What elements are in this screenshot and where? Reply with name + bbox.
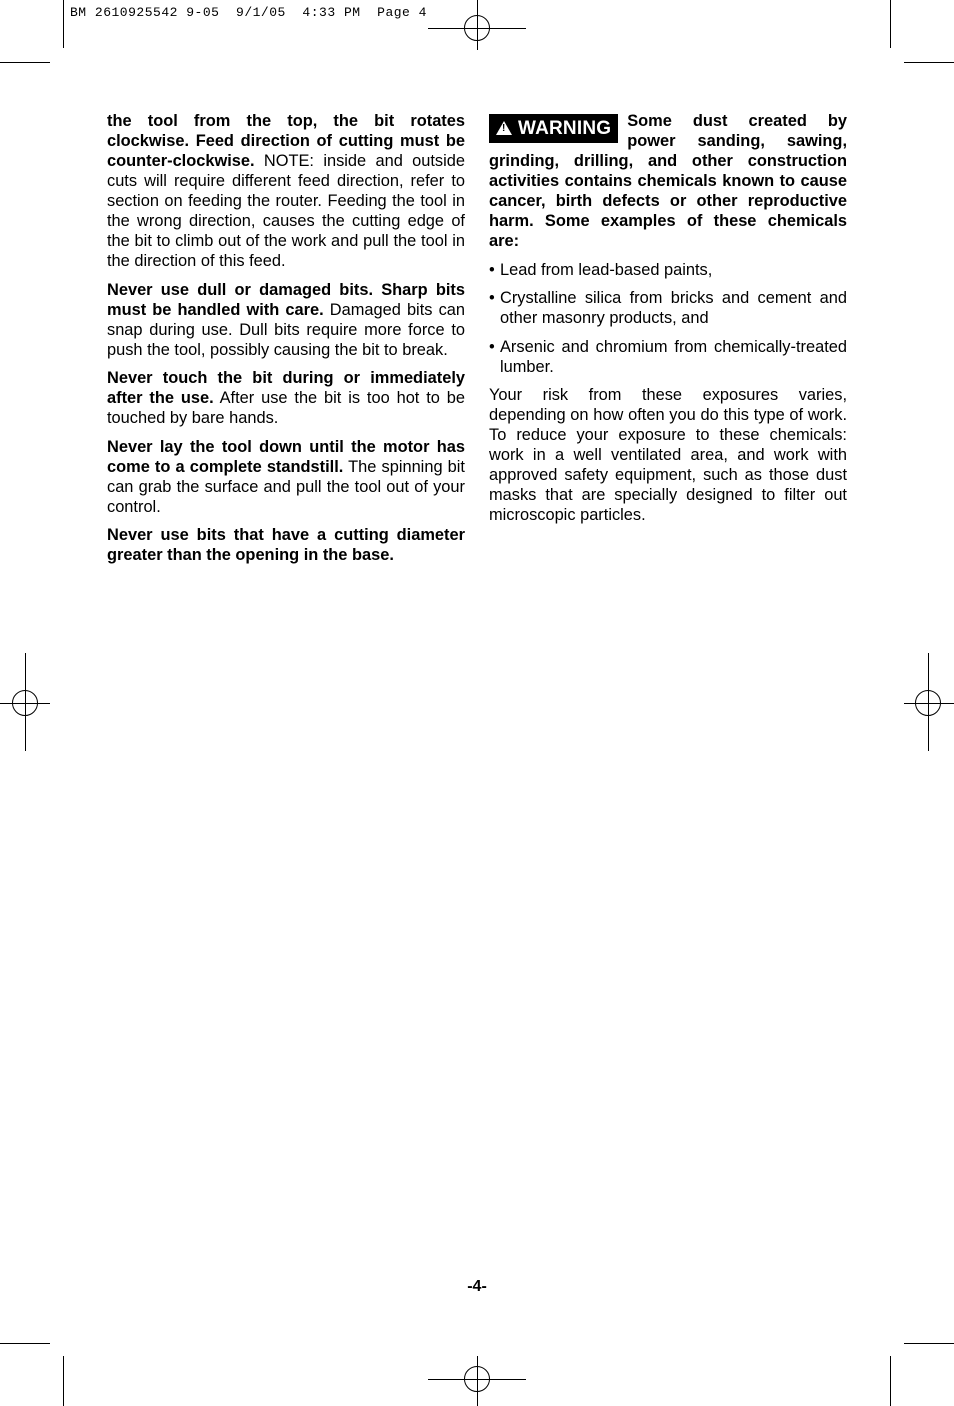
paragraph-body: The spinning bit can grab the surface and pull the tool out of your control. <box>107 457 465 516</box>
warning-badge <box>489 114 618 143</box>
page-number: -4- <box>467 1278 487 1295</box>
crop-mark <box>904 62 954 63</box>
crop-mark <box>0 1343 50 1344</box>
registration-circle <box>464 1366 490 1392</box>
registration-circle <box>464 15 490 41</box>
paragraph-touch-bit <box>107 368 465 428</box>
crop-mark <box>890 0 891 48</box>
print-slug: BM 2610925542 9-05 9/1/05 4:33 PM Page 4 <box>70 5 427 20</box>
paragraph-bold-lead: Never use bits that have a cutting diameter greater than the opening in the base. <box>107 526 465 564</box>
warning-paragraph <box>489 111 847 251</box>
registration-circle <box>12 690 38 716</box>
crop-mark <box>63 0 64 48</box>
right-column <box>489 111 847 534</box>
crop-mark <box>890 1356 891 1406</box>
paragraph-bold-lead: Never touch the bit during or immediately after the use. <box>107 369 465 407</box>
chemical-list <box>489 260 847 377</box>
left-column <box>107 111 465 574</box>
crop-mark <box>904 1343 954 1344</box>
paragraph-feed-direction <box>107 111 465 271</box>
paragraph-lay-tool-down <box>107 437 465 517</box>
paragraph-dull-bits <box>107 280 465 360</box>
paragraph-cutting-diameter <box>107 525 465 565</box>
exposure-paragraph: Your risk from these exposures varies, depending on how often you do this type of work. To reduce your exposure to these chemicals: work in a well ventilated area, and work with approved safety equipment, such as those dust masks that are specially designed to filter out microscopic particles. <box>489 386 847 524</box>
warning-label: WARNING <box>518 118 612 139</box>
warning-triangle-icon: ! <box>496 121 512 135</box>
list-item: • Arsenic and chromium from chemically-treated lumber. <box>489 337 847 376</box>
crop-mark <box>63 1356 64 1406</box>
warning-text: Some dust created by power sanding, sawing, grinding, drilling, and other construction activities contains chemicals known to cause cancer, birth defects or other reproductive harm. Some examples of these chemicals are: <box>489 112 847 250</box>
registration-circle <box>915 690 941 716</box>
paragraph-bold-lead: Never lay the tool down until the motor has come to a complete standstill. <box>107 437 465 476</box>
paragraph-bold-lead: the tool from the top, the bit rotates clockwise. Feed direction of cutting must be counter-clockwise. <box>107 112 465 170</box>
list-item: • Lead from lead-based paints, <box>489 260 713 279</box>
paragraph-bold-lead: Never use dull or damaged bits. Sharp bits must be handled with care. <box>107 280 465 319</box>
crop-mark <box>0 62 50 63</box>
paragraph-body: After use the bit is too hot to be touched by bare hands. <box>107 389 465 427</box>
paragraph-body: Damaged bits can snap during use. Dull bits require more force to push the tool, possibly causing the bit to break. <box>107 300 465 359</box>
paragraph-body: NOTE: inside and outside cuts will require different feed direction, refer to section on feeding the router. Feeding the tool in the wrong direction, causes the cutting edge of the bit to climb out of the work and pull the tool in the direction of this feed. <box>107 152 465 270</box>
list-item: • Crystalline silica from bricks and cement and other masonry products, and <box>489 289 847 327</box>
